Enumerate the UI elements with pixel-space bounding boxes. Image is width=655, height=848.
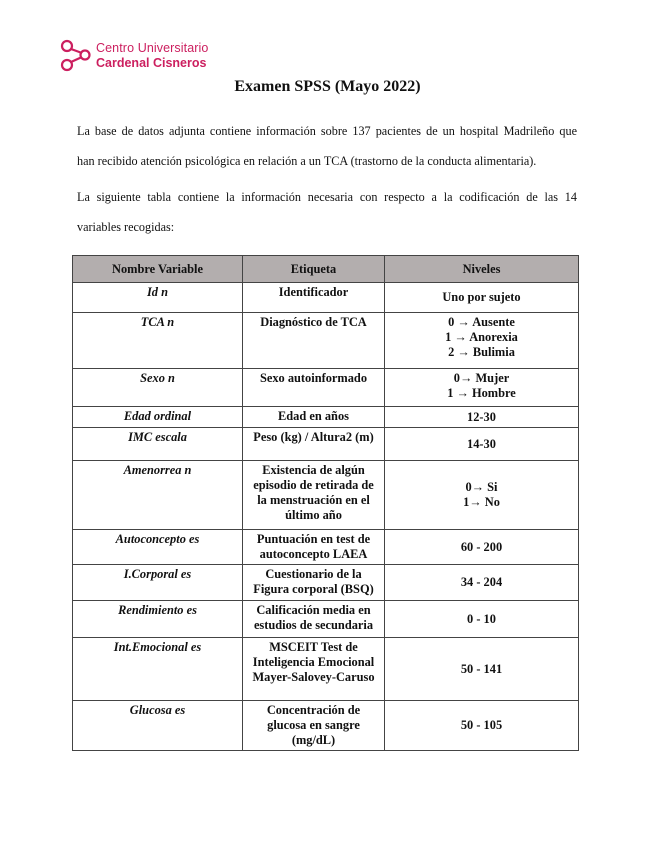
variable-levels-cell bbox=[385, 428, 579, 461]
variable-label-cell: Puntuación en test de autoconcepto LAEA bbox=[243, 530, 385, 565]
header-niveles: Niveles bbox=[385, 256, 579, 283]
variable-label-cell: Edad en años bbox=[243, 407, 385, 428]
level-item: 1 → Anorexia bbox=[445, 330, 518, 344]
level-item: 2 → Bulimia bbox=[448, 345, 515, 359]
variable-name-cell: Rendimiento es bbox=[73, 601, 243, 638]
table-row bbox=[73, 601, 579, 638]
variable-levels-cell bbox=[385, 701, 579, 751]
variable-levels-cell bbox=[385, 601, 579, 638]
variable-label-cell: Identificador bbox=[243, 283, 385, 313]
variable-label-cell: Calificación media en estudios de secundaria bbox=[243, 601, 385, 638]
level-item: 14-30 bbox=[467, 436, 496, 451]
table-header-row bbox=[73, 256, 579, 283]
variable-levels-cell bbox=[385, 461, 579, 530]
variable-levels-cell bbox=[385, 283, 579, 313]
page-title: Examen SPSS (Mayo 2022) bbox=[234, 78, 421, 95]
variable-name-cell: Int.Emocional es bbox=[73, 638, 243, 701]
table-row bbox=[73, 461, 579, 530]
level-item: 0 → Ausente bbox=[448, 315, 515, 329]
variable-label-cell: Peso (kg) / Altura2 (m) bbox=[243, 428, 385, 461]
level-item: 0→ Mujer bbox=[453, 371, 510, 385]
paragraph-1-line-1: La base de datos adjunta contiene información sobre 137 pacientes de un hospital Madrileño que bbox=[77, 124, 577, 138]
variable-label-cell: Diagnóstico de TCA bbox=[243, 313, 385, 369]
level-item: 34 - 204 bbox=[460, 575, 503, 589]
variable-name-cell: TCA n bbox=[73, 313, 243, 369]
header-etiqueta: Etiqueta bbox=[243, 256, 385, 283]
level-item: 60 - 200 bbox=[460, 539, 503, 554]
variable-name-cell: Sexo n bbox=[73, 369, 243, 407]
table-row bbox=[73, 565, 579, 601]
table-row bbox=[73, 369, 579, 407]
table-row bbox=[73, 638, 579, 701]
variable-label-cell: Concentración de glucosa en sangre (mg/dL) bbox=[243, 701, 385, 751]
variable-levels-cell bbox=[385, 313, 579, 369]
level-item: 50 - 105 bbox=[460, 718, 503, 732]
variables-table bbox=[72, 255, 579, 751]
paragraph-1-line-2: han recibido atención psicológica en relación a un TCA (trastorno de la conducta alimentaria). bbox=[77, 154, 537, 168]
table-row bbox=[73, 428, 579, 461]
table-row bbox=[73, 313, 579, 369]
variable-name-cell: I.Corporal es bbox=[73, 565, 243, 601]
level-item: 0 - 10 bbox=[467, 611, 496, 626]
variable-name-cell: IMC escala bbox=[73, 428, 243, 461]
variable-name-cell: Id n bbox=[73, 283, 243, 313]
level-item: Uno por sujeto bbox=[442, 290, 521, 304]
variable-levels-cell bbox=[385, 565, 579, 601]
logo-line2: Cardenal Cisneros bbox=[96, 56, 207, 70]
logo-line1: Centro Universitario bbox=[96, 41, 209, 55]
variable-label-cell: Existencia de algún episodio de retirada de la menstruación en el último año bbox=[243, 461, 385, 530]
variable-levels-cell bbox=[385, 530, 579, 565]
paragraph-2-line-1: La siguiente tabla contiene la información necesaria con respecto a la codificación de las 14 bbox=[77, 190, 577, 204]
paragraph-2-line-2: variables recogidas: bbox=[77, 220, 175, 234]
level-item: 0→ Si bbox=[465, 480, 498, 494]
variable-name-cell: Autoconcepto es bbox=[73, 530, 243, 565]
level-item: 1→ No bbox=[463, 495, 500, 509]
cisneros-logo-icon bbox=[58, 38, 92, 74]
variable-label-cell: Sexo autoinformado bbox=[243, 369, 385, 407]
variable-name-cell: Amenorrea n bbox=[73, 461, 243, 530]
variable-name-cell: Edad ordinal bbox=[73, 407, 243, 428]
table-row bbox=[73, 701, 579, 751]
variable-label-cell: MSCEIT Test de Inteligencia Emocional Mayer-Salovey-Caruso bbox=[243, 638, 385, 701]
level-item: 50 - 141 bbox=[460, 661, 503, 676]
table-row bbox=[73, 283, 579, 313]
variable-levels-cell bbox=[385, 407, 579, 428]
variable-name-cell: Glucosa es bbox=[73, 701, 243, 751]
header-nombre-variable: Nombre Variable bbox=[73, 256, 243, 283]
level-item: 12-30 bbox=[467, 409, 496, 424]
level-item: 1 → Hombre bbox=[447, 386, 516, 400]
variable-levels-cell bbox=[385, 638, 579, 701]
variable-levels-cell bbox=[385, 369, 579, 407]
table-row bbox=[73, 530, 579, 565]
table-row bbox=[73, 407, 579, 428]
variable-label-cell: Cuestionario de la Figura corporal (BSQ) bbox=[243, 565, 385, 601]
